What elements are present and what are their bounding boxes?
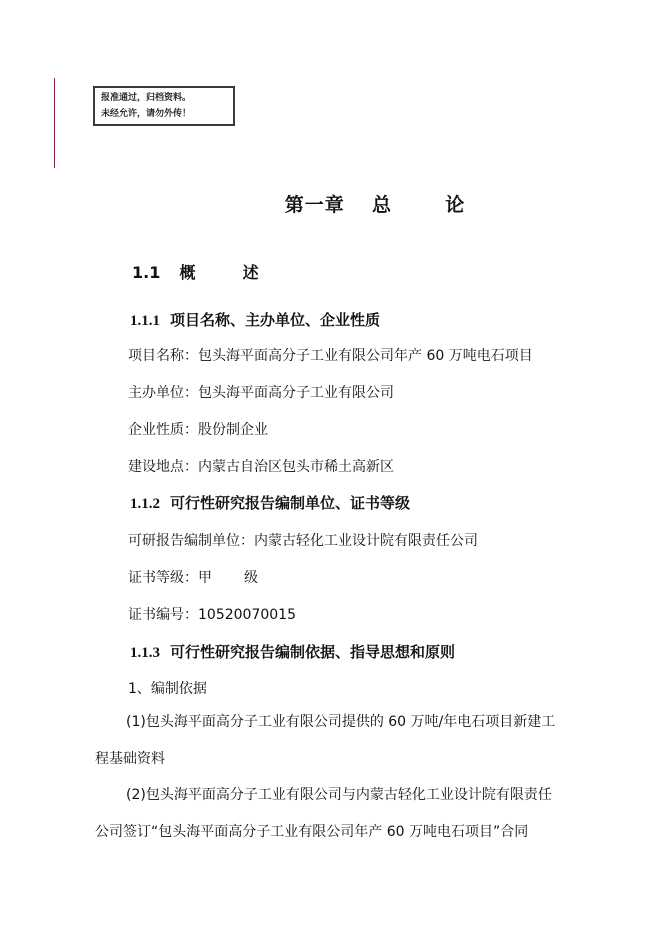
section-heading [132, 260, 259, 283]
list-item-1-line-1: (1)包头海平面高分子工业有限公司提供的 60 万吨/年电石项目新建工 [126, 714, 556, 730]
list-item-2 [95, 777, 605, 851]
list-heading: 1、编制依据 [128, 681, 207, 697]
subsection-title: 项目名称、主办单位、企业性质 [170, 311, 381, 329]
section-title-a: 概 [179, 263, 196, 282]
approval-stamp [93, 86, 235, 126]
subsection-title: 可行性研究报告编制单位、证书等级 [170, 494, 411, 512]
list-item-2-line-1: (2)包头海平面高分子工业有限公司与内蒙古轻化工业设计院有限责任 [126, 787, 552, 803]
chapter-title-b: 论 [445, 194, 466, 216]
chapter-prefix: 第一章 [284, 194, 345, 216]
cert-grade-suffix: 级 [244, 570, 258, 586]
subsection-heading-2 [130, 492, 410, 513]
field-cert-grade [128, 567, 258, 587]
subsection-heading-1 [130, 309, 380, 330]
field-location: 建设地点：内蒙古自治区包头市稀土高新区 [128, 459, 394, 475]
section-number: 1.1 [132, 263, 161, 282]
cert-grade-label: 证书等级：甲 [128, 570, 212, 586]
section-title-b: 述 [242, 263, 259, 282]
field-report-unit: 可研报告编制单位：内蒙古轻化工业设计院有限责任公司 [128, 533, 478, 549]
stamp-line-1: 报准通过，归档资料。 [101, 93, 192, 103]
subsection-title: 可行性研究报告编制依据、指导思想和原则 [170, 643, 456, 661]
margin-line [54, 78, 55, 168]
list-item-1-line-2: 程基础资料 [95, 751, 165, 767]
subsection-heading-3 [130, 641, 455, 662]
subsection-number: 1.1.3 [130, 645, 160, 661]
subsection-number: 1.1.1 [130, 313, 160, 329]
chapter-title [0, 190, 662, 217]
field-project-name: 项目名称：包头海平面高分子工业有限公司年产 60 万吨电石项目 [128, 348, 533, 364]
list-item-2-line-2: 公司签订“包头海平面高分子工业有限公司年产 60 万吨电石项目”合同 [95, 824, 529, 840]
field-sponsor: 主办单位：包头海平面高分子工业有限公司 [128, 385, 394, 401]
subsection-number: 1.1.2 [130, 496, 160, 512]
field-cert-number: 证书编号：10520070015 [128, 607, 296, 623]
list-item-1 [95, 704, 605, 778]
field-company-type: 企业性质：股份制企业 [128, 422, 268, 438]
stamp-line-2: 未经允许，请勿外传！ [101, 109, 192, 119]
chapter-title-a: 总 [371, 194, 392, 216]
